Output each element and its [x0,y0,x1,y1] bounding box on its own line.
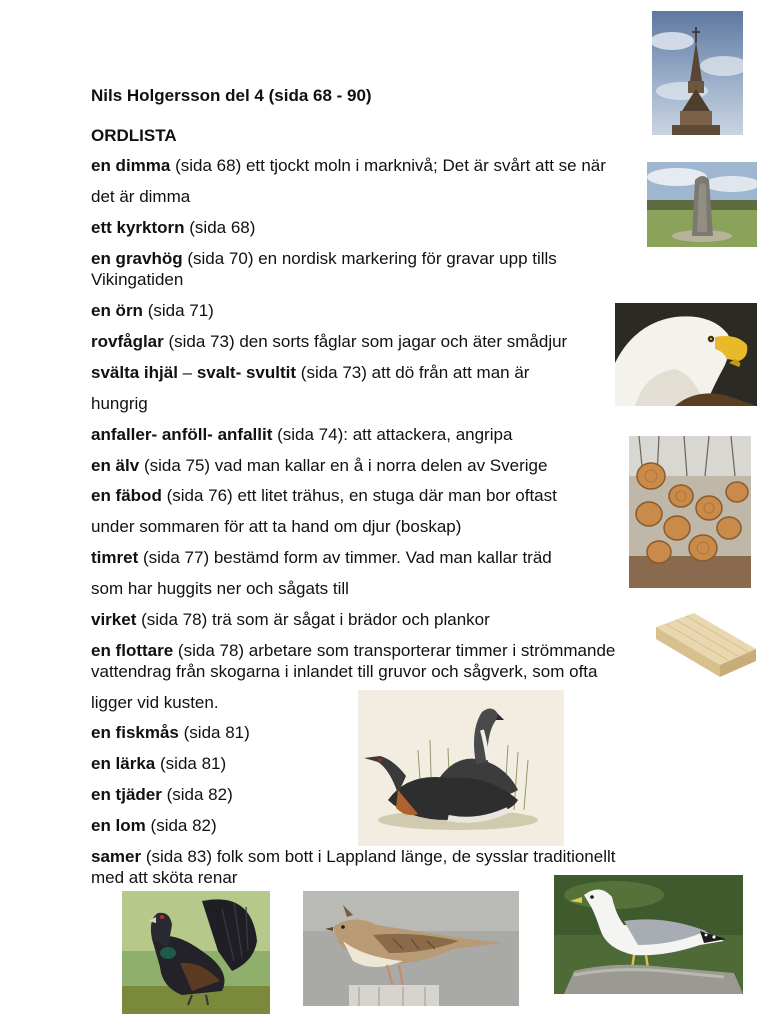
entry-definition: den sorts fåglar som jagar och äter smådjur [234,332,568,351]
glossary-entry [91,486,557,506]
glossary-entry [91,332,567,352]
entry-term: svälta ihjäl [91,363,178,382]
wooden-plank-image [654,611,758,678]
timber-logs-image [629,436,751,588]
entry-separator: – [177,363,197,382]
entry-term: virket [91,610,137,629]
entry-page: (sida 82) [166,785,233,804]
entry-definition: trä som är sågat i brädor och plankor [207,610,490,629]
glossary-entry [91,641,615,661]
entry-term: rovfåglar [91,332,164,351]
entry-page: (sida 81) [160,754,227,773]
entry-page: (sida 78) [141,610,208,629]
entry-page: (sida 73) [168,332,235,351]
entry-page: (sida 70) [187,249,254,268]
entry-page: (sida 81) [183,723,250,742]
glossary-heading: ORDLISTA [91,126,177,145]
entry-definition: ett litet trähus, en stuga där man bor oftast [232,486,557,505]
glossary-entry [91,456,547,476]
glossary-entry [91,785,233,805]
eagle-image [615,303,757,406]
entry-page: (sida 78) [177,641,245,660]
entry-page: (sida 68) [175,156,242,175]
glossary-entry [91,425,512,445]
capercaillie-image [122,891,270,1014]
entry-definition-continued: Vikingatiden [91,270,184,289]
entry-term: en tjäder [91,785,162,804]
entry-term: en örn [91,301,143,320]
entry-definition-continued: med att sköta renar [91,868,238,887]
glossary-entry [91,816,217,836]
entry-page: (sida 68) [189,218,256,237]
glossary-entry [91,249,557,269]
entry-page: (sida 83) [145,847,212,866]
entry-term: en dimma [91,156,171,175]
entry-page: (sida 82) [150,816,217,835]
glossary-entry [91,156,606,176]
entry-term-forms: svalt- svultit [196,363,297,382]
entry-definition: folk som bott i Lappland länge, de sysslar traditionellt [211,847,616,866]
glossary-entry [91,847,616,867]
entry-definition: att dö från att man är [366,363,530,382]
entry-definition: vad man kallar en å i norra delen av Sverige [210,456,548,475]
entry-term: en fäbod [91,486,162,505]
glossary-entry [91,610,490,630]
entry-definition: arbetare som transporterar timmer i strömmande [244,641,616,660]
entry-definition-continued: vattendrag från skogarna i inlandet till gruvor och sågverk, som ofta [91,662,598,681]
entry-page: (sida 74): [277,425,348,444]
page-title: Nils Holgersson del 4 (sida 68 - 90) [91,86,372,105]
church-tower-image [652,11,743,135]
entry-page: (sida 73) [300,363,367,382]
entry-term: samer [91,847,142,866]
gull-image [554,875,743,994]
glossary-entry [91,723,250,743]
glossary-entry [91,301,214,321]
entry-term: anfaller- anföll- anfallit [91,425,273,444]
entry-page: (sida 75) [143,456,211,475]
entry-definition: en nordisk markering för gravar upp tills [253,249,557,268]
glossary-entry [91,218,255,238]
glossary-entry [91,548,552,568]
entry-definition-continued: ligger vid kusten. [91,693,219,712]
entry-definition: att attackera, angripa [347,425,513,444]
glossary-entry [91,754,226,774]
entry-page: (sida 71) [147,301,214,320]
entry-term: ett kyrktorn [91,218,185,237]
entry-definition: ett tjockt moln i marknivå; Det är svårt att se när [241,156,606,175]
entry-term: en fiskmås [91,723,179,742]
entry-term: en älv [91,456,140,475]
entry-definition-continued: det är dimma [91,187,191,206]
entry-term: en flottare [91,641,174,660]
loon-image [358,690,564,846]
entry-term: en lom [91,816,146,835]
grave-mound-image [647,162,757,247]
glossary-entry [91,363,529,383]
entry-page: (sida 76) [166,486,233,505]
entry-definition-continued: hungrig [91,394,148,413]
entry-definition-continued: som har huggits ner och sågats till [91,579,349,598]
entry-definition: bestämd form av timmer. Vad man kallar träd [209,548,552,567]
entry-term: en gravhög [91,249,183,268]
entry-term: timret [91,548,139,567]
entry-definition-continued: under sommaren för att ta hand om djur (boskap) [91,517,462,536]
entry-term: en lärka [91,754,156,773]
entry-page: (sida 77) [142,548,210,567]
skylark-image [303,891,519,1006]
